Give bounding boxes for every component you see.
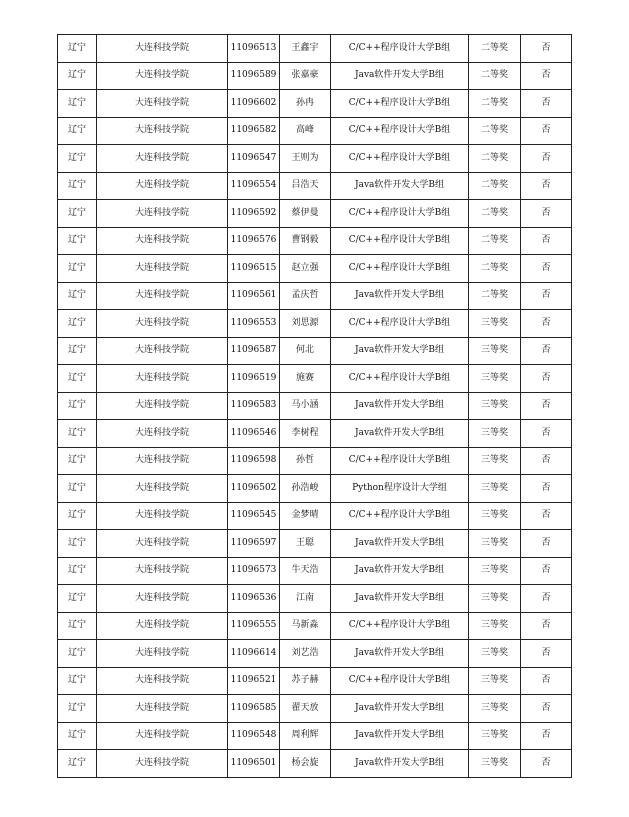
id-cell: 11096587 <box>228 337 280 365</box>
group-cell: Java软件开发大学B组 <box>331 557 469 585</box>
school-cell: 大连科技学院 <box>97 750 228 778</box>
id-cell: 11096589 <box>228 62 280 90</box>
flag-cell: 否 <box>521 530 572 558</box>
flag-cell: 否 <box>521 62 572 90</box>
table-row <box>58 145 572 173</box>
award-cell: 二等奖 <box>469 282 521 310</box>
school-cell: 大连科技学院 <box>97 172 228 200</box>
id-cell: 11096553 <box>228 310 280 338</box>
group-cell: Java软件开发大学B组 <box>331 530 469 558</box>
flag-cell: 否 <box>521 585 572 613</box>
id-cell: 11096502 <box>228 475 280 503</box>
school-cell: 大连科技学院 <box>97 365 228 393</box>
table-body <box>58 35 572 778</box>
group-cell: Java软件开发大学B组 <box>331 722 469 750</box>
table-row <box>58 35 572 63</box>
id-cell: 11096583 <box>228 392 280 420</box>
school-cell: 大连科技学院 <box>97 282 228 310</box>
group-cell: C/C++程序设计大学B组 <box>331 447 469 475</box>
name-cell: 王则为 <box>280 145 331 173</box>
province-cell: 辽宁 <box>58 145 97 173</box>
school-cell: 大连科技学院 <box>97 722 228 750</box>
school-cell: 大连科技学院 <box>97 667 228 695</box>
name-cell: 孙冉 <box>280 90 331 118</box>
school-cell: 大连科技学院 <box>97 337 228 365</box>
school-cell: 大连科技学院 <box>97 420 228 448</box>
group-cell: Java软件开发大学B组 <box>331 337 469 365</box>
province-cell: 辽宁 <box>58 255 97 283</box>
name-cell: 王鑫宇 <box>280 35 331 63</box>
flag-cell: 否 <box>521 255 572 283</box>
province-cell: 辽宁 <box>58 557 97 585</box>
name-cell: 马新淼 <box>280 612 331 640</box>
name-cell: 曹钢毅 <box>280 227 331 255</box>
province-cell: 辽宁 <box>58 117 97 145</box>
award-cell: 三等奖 <box>469 475 521 503</box>
school-cell: 大连科技学院 <box>97 612 228 640</box>
award-cell: 三等奖 <box>469 612 521 640</box>
id-cell: 11096585 <box>228 695 280 723</box>
school-cell: 大连科技学院 <box>97 695 228 723</box>
province-cell: 辽宁 <box>58 282 97 310</box>
province-cell: 辽宁 <box>58 35 97 63</box>
id-cell: 11096582 <box>228 117 280 145</box>
school-cell: 大连科技学院 <box>97 35 228 63</box>
flag-cell: 否 <box>521 447 572 475</box>
id-cell: 11096536 <box>228 585 280 613</box>
province-cell: 辽宁 <box>58 200 97 228</box>
name-cell: 苏子赫 <box>280 667 331 695</box>
table-row <box>58 337 572 365</box>
table-row <box>58 722 572 750</box>
school-cell: 大连科技学院 <box>97 585 228 613</box>
group-cell: C/C++程序设计大学B组 <box>331 90 469 118</box>
group-cell: C/C++程序设计大学B组 <box>331 310 469 338</box>
school-cell: 大连科技学院 <box>97 310 228 338</box>
flag-cell: 否 <box>521 200 572 228</box>
table-row <box>58 750 572 778</box>
flag-cell: 否 <box>521 557 572 585</box>
name-cell: 周利辉 <box>280 722 331 750</box>
flag-cell: 否 <box>521 227 572 255</box>
group-cell: C/C++程序设计大学B组 <box>331 200 469 228</box>
province-cell: 辽宁 <box>58 392 97 420</box>
id-cell: 11096598 <box>228 447 280 475</box>
name-cell: 孙浩峻 <box>280 475 331 503</box>
id-cell: 11096602 <box>228 90 280 118</box>
school-cell: 大连科技学院 <box>97 117 228 145</box>
id-cell: 11096548 <box>228 722 280 750</box>
table-row <box>58 90 572 118</box>
group-cell: Java软件开发大学B组 <box>331 62 469 90</box>
award-cell: 三等奖 <box>469 337 521 365</box>
flag-cell: 否 <box>521 145 572 173</box>
id-cell: 11096555 <box>228 612 280 640</box>
name-cell: 孟庆哲 <box>280 282 331 310</box>
province-cell: 辽宁 <box>58 612 97 640</box>
name-cell: 牛天浩 <box>280 557 331 585</box>
award-cell: 二等奖 <box>469 227 521 255</box>
id-cell: 11096513 <box>228 35 280 63</box>
group-cell: C/C++程序设计大学B组 <box>331 145 469 173</box>
table-row <box>58 200 572 228</box>
school-cell: 大连科技学院 <box>97 447 228 475</box>
flag-cell: 否 <box>521 750 572 778</box>
province-cell: 辽宁 <box>58 90 97 118</box>
id-cell: 11096519 <box>228 365 280 393</box>
id-cell: 11096546 <box>228 420 280 448</box>
flag-cell: 否 <box>521 695 572 723</box>
award-cell: 三等奖 <box>469 557 521 585</box>
group-cell: Java软件开发大学B组 <box>331 420 469 448</box>
flag-cell: 否 <box>521 640 572 668</box>
name-cell: 金梦晴 <box>280 502 331 530</box>
id-cell: 11096521 <box>228 667 280 695</box>
group-cell: Java软件开发大学B组 <box>331 392 469 420</box>
award-cell: 二等奖 <box>469 62 521 90</box>
province-cell: 辽宁 <box>58 530 97 558</box>
award-cell: 三等奖 <box>469 392 521 420</box>
award-results-table <box>57 34 572 778</box>
school-cell: 大连科技学院 <box>97 145 228 173</box>
name-cell: 刘艺浩 <box>280 640 331 668</box>
province-cell: 辽宁 <box>58 640 97 668</box>
id-cell: 11096515 <box>228 255 280 283</box>
group-cell: C/C++程序设计大学B组 <box>331 35 469 63</box>
table-row <box>58 255 572 283</box>
name-cell: 施赛 <box>280 365 331 393</box>
school-cell: 大连科技学院 <box>97 392 228 420</box>
name-cell: 张嘉豪 <box>280 62 331 90</box>
id-cell: 11096614 <box>228 640 280 668</box>
table-row <box>58 227 572 255</box>
table-row <box>58 557 572 585</box>
province-cell: 辽宁 <box>58 667 97 695</box>
flag-cell: 否 <box>521 35 572 63</box>
province-cell: 辽宁 <box>58 722 97 750</box>
name-cell: 蔡伊曼 <box>280 200 331 228</box>
province-cell: 辽宁 <box>58 337 97 365</box>
group-cell: C/C++程序设计大学B组 <box>331 612 469 640</box>
award-cell: 三等奖 <box>469 530 521 558</box>
school-cell: 大连科技学院 <box>97 502 228 530</box>
flag-cell: 否 <box>521 172 572 200</box>
award-cell: 三等奖 <box>469 695 521 723</box>
table-row <box>58 612 572 640</box>
award-cell: 二等奖 <box>469 200 521 228</box>
province-cell: 辽宁 <box>58 62 97 90</box>
award-cell: 三等奖 <box>469 447 521 475</box>
flag-cell: 否 <box>521 420 572 448</box>
table-row <box>58 62 572 90</box>
group-cell: C/C++程序设计大学B组 <box>331 227 469 255</box>
award-cell: 三等奖 <box>469 365 521 393</box>
name-cell: 高峰 <box>280 117 331 145</box>
flag-cell: 否 <box>521 475 572 503</box>
award-cell: 三等奖 <box>469 420 521 448</box>
flag-cell: 否 <box>521 117 572 145</box>
name-cell: 孙哲 <box>280 447 331 475</box>
award-cell: 二等奖 <box>469 255 521 283</box>
id-cell: 11096597 <box>228 530 280 558</box>
name-cell: 王聪 <box>280 530 331 558</box>
flag-cell: 否 <box>521 90 572 118</box>
award-cell: 三等奖 <box>469 640 521 668</box>
id-cell: 11096573 <box>228 557 280 585</box>
flag-cell: 否 <box>521 612 572 640</box>
group-cell: Java软件开发大学B组 <box>331 585 469 613</box>
school-cell: 大连科技学院 <box>97 255 228 283</box>
province-cell: 辽宁 <box>58 365 97 393</box>
award-cell: 二等奖 <box>469 172 521 200</box>
name-cell: 翟天放 <box>280 695 331 723</box>
award-cell: 三等奖 <box>469 310 521 338</box>
school-cell: 大连科技学院 <box>97 475 228 503</box>
award-cell: 二等奖 <box>469 90 521 118</box>
province-cell: 辽宁 <box>58 695 97 723</box>
province-cell: 辽宁 <box>58 172 97 200</box>
school-cell: 大连科技学院 <box>97 200 228 228</box>
province-cell: 辽宁 <box>58 475 97 503</box>
name-cell: 马小涵 <box>280 392 331 420</box>
flag-cell: 否 <box>521 310 572 338</box>
table-row <box>58 585 572 613</box>
group-cell: Java软件开发大学B组 <box>331 282 469 310</box>
table-row <box>58 310 572 338</box>
table-row <box>58 695 572 723</box>
award-cell: 三等奖 <box>469 667 521 695</box>
province-cell: 辽宁 <box>58 502 97 530</box>
group-cell: Java软件开发大学B组 <box>331 640 469 668</box>
name-cell: 江南 <box>280 585 331 613</box>
id-cell: 11096561 <box>228 282 280 310</box>
table-row <box>58 117 572 145</box>
award-cell: 三等奖 <box>469 750 521 778</box>
school-cell: 大连科技学院 <box>97 530 228 558</box>
flag-cell: 否 <box>521 365 572 393</box>
province-cell: 辽宁 <box>58 310 97 338</box>
group-cell: Java软件开发大学B组 <box>331 172 469 200</box>
table-row <box>58 282 572 310</box>
school-cell: 大连科技学院 <box>97 557 228 585</box>
id-cell: 11096592 <box>228 200 280 228</box>
school-cell: 大连科技学院 <box>97 640 228 668</box>
table-row <box>58 502 572 530</box>
flag-cell: 否 <box>521 282 572 310</box>
group-cell: C/C++程序设计大学B组 <box>331 255 469 283</box>
award-cell: 二等奖 <box>469 145 521 173</box>
flag-cell: 否 <box>521 337 572 365</box>
id-cell: 11096545 <box>228 502 280 530</box>
province-cell: 辽宁 <box>58 420 97 448</box>
table-row <box>58 475 572 503</box>
table-row <box>58 172 572 200</box>
province-cell: 辽宁 <box>58 227 97 255</box>
award-cell: 三等奖 <box>469 722 521 750</box>
flag-cell: 否 <box>521 667 572 695</box>
name-cell: 吕浩天 <box>280 172 331 200</box>
table-row <box>58 420 572 448</box>
id-cell: 11096576 <box>228 227 280 255</box>
group-cell: C/C++程序设计大学B组 <box>331 667 469 695</box>
name-cell: 刘思源 <box>280 310 331 338</box>
award-cell: 三等奖 <box>469 502 521 530</box>
name-cell: 杨会旋 <box>280 750 331 778</box>
group-cell: Python程序设计大学组 <box>331 475 469 503</box>
table-row <box>58 640 572 668</box>
id-cell: 11096547 <box>228 145 280 173</box>
group-cell: C/C++程序设计大学B组 <box>331 502 469 530</box>
table-row <box>58 667 572 695</box>
award-cell: 二等奖 <box>469 117 521 145</box>
name-cell: 何北 <box>280 337 331 365</box>
flag-cell: 否 <box>521 392 572 420</box>
table-row <box>58 365 572 393</box>
school-cell: 大连科技学院 <box>97 227 228 255</box>
flag-cell: 否 <box>521 722 572 750</box>
table-row <box>58 530 572 558</box>
table-row <box>58 447 572 475</box>
group-cell: C/C++程序设计大学B组 <box>331 117 469 145</box>
school-cell: 大连科技学院 <box>97 62 228 90</box>
province-cell: 辽宁 <box>58 447 97 475</box>
province-cell: 辽宁 <box>58 585 97 613</box>
name-cell: 李树程 <box>280 420 331 448</box>
award-cell: 二等奖 <box>469 35 521 63</box>
group-cell: C/C++程序设计大学B组 <box>331 365 469 393</box>
flag-cell: 否 <box>521 502 572 530</box>
award-cell: 三等奖 <box>469 585 521 613</box>
school-cell: 大连科技学院 <box>97 90 228 118</box>
group-cell: Java软件开发大学B组 <box>331 695 469 723</box>
table-row <box>58 392 572 420</box>
id-cell: 11096554 <box>228 172 280 200</box>
group-cell: Java软件开发大学B组 <box>331 750 469 778</box>
id-cell: 11096501 <box>228 750 280 778</box>
name-cell: 赵立强 <box>280 255 331 283</box>
province-cell: 辽宁 <box>58 750 97 778</box>
